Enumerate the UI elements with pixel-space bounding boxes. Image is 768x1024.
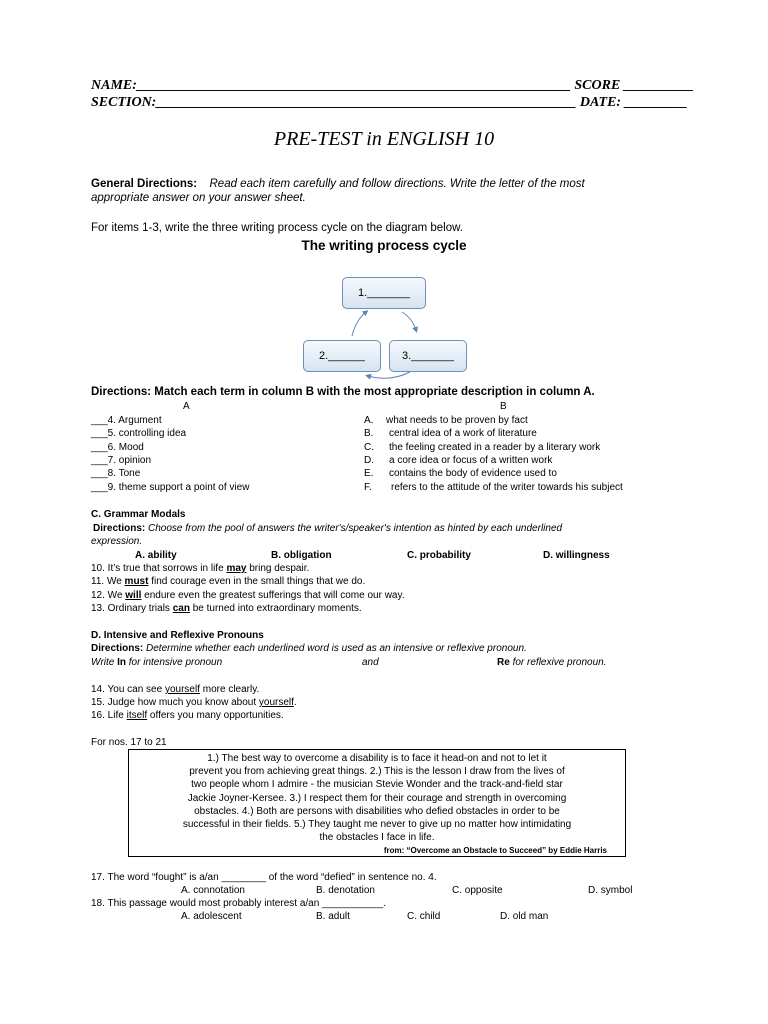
write-re-code: Re [497, 657, 510, 668]
question-10-post: bring despair. [246, 563, 310, 574]
modal-choice-d: D. willingness [543, 550, 610, 561]
match-letter-e: E. [364, 468, 374, 479]
match-desc-e: contains the body of evidence used to [389, 468, 557, 479]
section-d-re-line [497, 657, 607, 668]
modal-choice-a: A. ability [135, 550, 177, 561]
arrow-3-to-2 [368, 372, 410, 378]
section-d-and: and [362, 657, 379, 668]
match-item-9: ___9. theme support a point of view [91, 482, 250, 493]
reading-passage-box [128, 749, 626, 857]
question-17: 17. The word “fought” is a/an ________ of the word “defied” in sentence no. 4. [91, 872, 437, 883]
section-d-directions [91, 643, 527, 654]
question-11-post: find courage even in the small things that we do. [148, 576, 366, 587]
match-desc-d: a core idea or focus of a written work [389, 455, 553, 466]
question-15-pre: 15. Judge how much you know about [91, 697, 259, 708]
general-directions-text-2: appropriate answer on your answer sheet. [91, 192, 306, 204]
question-10-pre: 10. It’s true that sorrows in life [91, 563, 227, 574]
passage-source: from: “Overcome an Obstacle to Succeed” by Eddie Harris [383, 846, 607, 856]
q17-choice-a: A. connotation [181, 885, 245, 896]
q17-choice-c: C. opposite [452, 885, 503, 896]
write-in-text: for intensive pronoun [126, 657, 223, 668]
cycle-arrows [300, 300, 470, 390]
arrow-1-to-3 [402, 312, 416, 330]
match-item-8: ___8. Tone [91, 468, 141, 479]
question-12-pre: 12. We [91, 590, 126, 601]
section-d-directions-text: Determine whether each underlined word is used as an intensive or reflexive pronoun. [146, 643, 527, 654]
q17-choice-b: B. denotation [316, 885, 375, 896]
section-d-write-line [91, 657, 222, 668]
match-item-5: ___5. controlling idea [91, 428, 187, 439]
general-directions-text: Read each item carefully and follow directions. Write the letter of the most [209, 178, 585, 190]
cycle-box-1-label: 1._______ [358, 287, 410, 299]
question-10 [91, 563, 309, 574]
question-13-underlined: can [172, 603, 190, 614]
question-16 [91, 710, 284, 721]
question-13-pre: 13. Ordinary trials [91, 603, 173, 614]
match-desc-a: what needs to be proven by fact [386, 415, 528, 426]
q18-choice-b: B. adult [316, 911, 350, 922]
question-15 [91, 697, 297, 708]
question-12-underlined: will [125, 590, 142, 601]
column-b-header: B [500, 401, 507, 412]
question-11 [91, 576, 365, 587]
arrow-2-to-1 [352, 312, 366, 336]
section-d-heading: D. Intensive and Reflexive Pronouns [91, 630, 264, 641]
modal-choice-b: B. obligation [271, 550, 332, 561]
match-letter-b: B. [364, 428, 374, 439]
page-title: PRE-TEST in ENGLISH 10 [273, 128, 495, 150]
question-10-underlined: may [226, 563, 247, 574]
match-item-4: ___4. Argument [91, 415, 162, 426]
question-14-underlined: yourself [164, 684, 200, 695]
question-14-pre: 14. You can see [91, 684, 165, 695]
q17-choice-d: D. symbol [588, 885, 633, 896]
write-re-text: for reflexive pronoun. [509, 657, 607, 668]
question-12-post: endure even the greatest sufferings that will come our way. [141, 590, 405, 601]
write-in-code: In [117, 657, 126, 668]
section-c-directions-label: Directions: [93, 523, 146, 534]
question-16-post: offers you many opportunities. [147, 710, 284, 721]
passage-line: 1.) The best way to overcome a disability is to face it head-on and not to let it [207, 753, 547, 764]
question-12 [91, 590, 405, 601]
section-date-line: SECTION:____________________________________________________________ DATE: _________ [91, 95, 688, 110]
passage-line: Jackie Joyner-Kersee. 3.) I respect them for their courage and strength in overcoming [187, 792, 567, 804]
section-c-directions-text-2: expression. [91, 536, 143, 547]
for-nos-label: For nos. 17 to 21 [91, 737, 167, 748]
match-item-6: ___6. Mood [91, 442, 144, 453]
question-16-pre: 16. Life [91, 710, 127, 721]
general-directions-label: General Directions: [91, 178, 198, 190]
question-15-post: . [293, 697, 297, 708]
match-letter-c: C. [364, 442, 374, 453]
match-letter-a: A. [364, 415, 374, 426]
q18-choice-c: C. child [407, 911, 441, 922]
section-c-directions [93, 523, 562, 534]
match-letter-f: F. [364, 482, 372, 493]
match-item-7: ___7. opinion [91, 455, 152, 466]
cycle-box-3-label: 3._______ [402, 350, 454, 362]
cycle-box-2-label: 2.______ [319, 350, 365, 362]
q18-choice-a: A. adolescent [181, 911, 242, 922]
write-pre: Write [91, 657, 118, 668]
q18-choice-d: D. old man [500, 911, 549, 922]
passage-line: successful in their fields. 5.) They taught me never to give up no matter how intimidating [182, 819, 572, 831]
match-letter-d: D. [364, 455, 374, 466]
passage-line: two people whom I admire - the musician Stevie Wonder and the track-and-field star [191, 779, 563, 791]
modal-choice-c: C. probability [407, 550, 471, 561]
section-d-directions-label: Directions: [91, 643, 144, 654]
items-1-3-instruction: For items 1-3, write the three writing process cycle on the diagram below. [91, 222, 463, 234]
passage-line: obstacles. 4.) Both are persons with disabilities who defied obstacles in order to be [194, 805, 560, 817]
passage-line: the obstacles I face in life. [319, 832, 435, 844]
general-directions [91, 178, 585, 190]
match-desc-c: the feeling created in a reader by a literary work [389, 442, 601, 453]
section-c-heading: C. Grammar Modals [91, 509, 186, 520]
question-11-pre: 11. We [91, 576, 125, 587]
section-c-directions-text: Choose from the pool of answers the writer's/speaker's intention as hinted by each underlined [148, 523, 563, 534]
question-11-underlined: must [124, 576, 149, 587]
name-score-line: NAME:______________________________________________________________ SCORE __________ [91, 78, 694, 93]
question-15-underlined: yourself [258, 697, 294, 708]
question-13 [91, 603, 362, 614]
passage-line: prevent you from achieving great things. 2.) This is the lesson I draw from the lives of [189, 766, 565, 778]
question-14 [91, 684, 259, 695]
diagram-title: The writing process cycle [301, 238, 467, 253]
question-13-post: be turned into extraordinary moments. [189, 603, 362, 614]
question-18: 18. This passage would most probably interest a/an ___________. [91, 898, 387, 909]
matching-directions: Directions: Match each term in column B with the most appropriate description in column A. [91, 386, 595, 398]
match-desc-b: central idea of a work of literature [389, 428, 537, 439]
question-16-underlined: itself [126, 710, 148, 721]
question-14-post: more clearly. [199, 684, 260, 695]
match-desc-f: refers to the attitude of the writer towards his subject [391, 482, 623, 493]
column-a-header: A [183, 401, 190, 412]
